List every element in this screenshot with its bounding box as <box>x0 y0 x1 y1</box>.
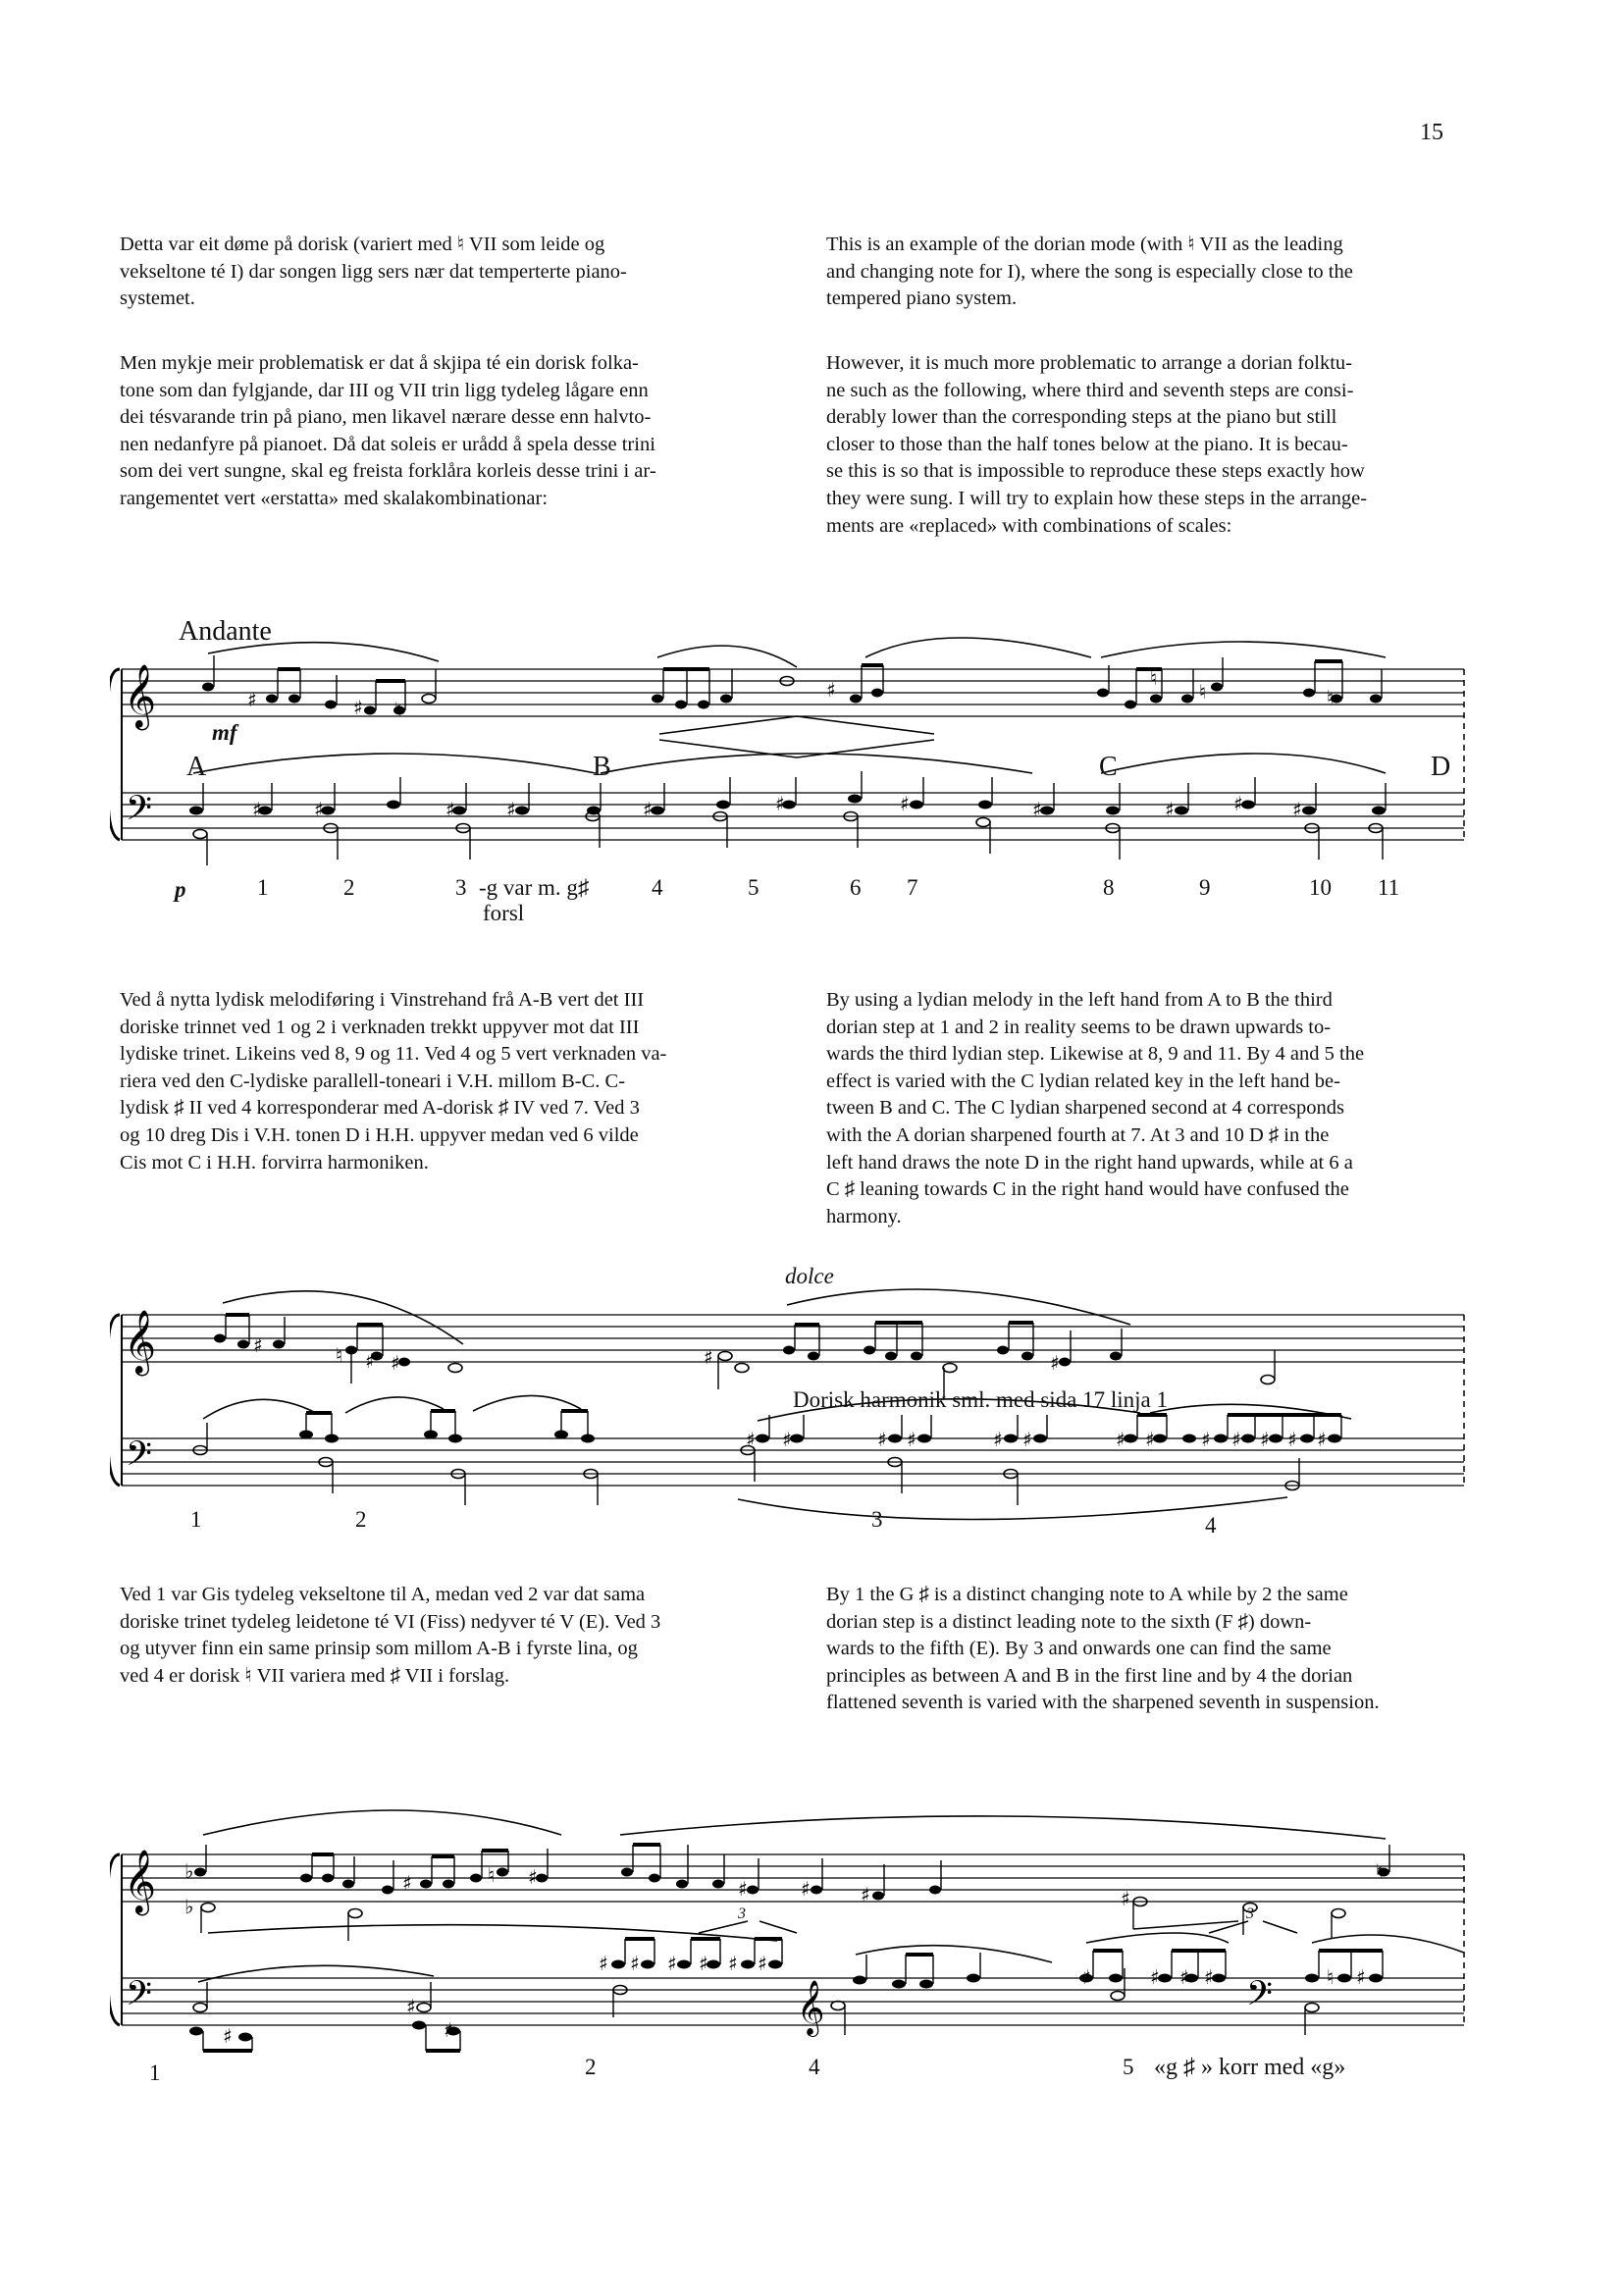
svg-text:♯: ♯ <box>801 1877 811 1901</box>
step-number: 4 <box>1205 1513 1217 1538</box>
step-number: 4 <box>652 875 663 900</box>
paragraph-norwegian-3: Ved å nytta lydisk melodiføring i Vinstrehand frå A-B vert det III doriske trinnet ved 1 og 2 i verknaden trekkt uppyver mot dat III lydiske trinet. Likeins ved 8, 9 og 11. Ved 4 og 5 vert verknaden va- riera ved den C-lydiske parallell-toneari i V.H. millom B-C. C- lydisk ♯ II ved 4 korresponderar med A-dorisk ♯ IV ved 7. Ved 3 og 10 dreg Dis i V.H. tonen D i H.H. uppyver medan ved 6 vilde Cis mot C i H.H. forvirra harmoniken. <box>120 989 667 1174</box>
music-system-1 <box>110 618 1474 932</box>
svg-text:♯: ♯ <box>826 678 836 702</box>
svg-text:♭: ♭ <box>184 1859 194 1883</box>
tuplet-3: 3 <box>738 1905 746 1922</box>
svg-text:♯: ♯ <box>247 688 257 711</box>
svg-text:𝄞: 𝄞 <box>124 664 157 728</box>
section-label-d: D <box>1431 752 1451 782</box>
step-number: 2 <box>343 875 355 900</box>
svg-text:♮: ♮ <box>336 1343 343 1367</box>
svg-text:♯: ♯ <box>738 1877 748 1901</box>
paragraph-english-2: However, it is much more problematic to arrange a dorian folktu- ne such as the following, where third and seventh steps are consi- derably lower than the corresponding steps at the piano but still closer to those than the half tones below at the piano. It is becau- se this is so that is impossible to reproduce these steps exactly how they were sung. I will try to explain how these steps in the arrange- ments are «replaced» with combinations of scales: <box>826 352 1368 537</box>
step-number: 2 <box>355 1507 367 1532</box>
paragraph-norwegian-1: Detta var eit døme på dorisk (variert med ♮ VII som leide og vekseltone té I) dar songen ligg sers nær dat temperterte piano- systemet. <box>120 234 627 310</box>
svg-text:♯: ♯ <box>877 1428 887 1451</box>
svg-text:♯: ♯ <box>252 798 262 821</box>
svg-text:♯: ♯ <box>900 792 910 815</box>
svg-text:♮: ♮ <box>1327 1965 1335 1989</box>
svg-text:♯: ♯ <box>528 1865 538 1889</box>
annotation-grace-note: -g var m. g♯ <box>479 875 590 900</box>
svg-text:♯: ♯ <box>1201 1428 1211 1451</box>
svg-text:♯: ♯ <box>643 798 653 821</box>
svg-text:♯: ♯ <box>223 2024 233 2048</box>
svg-text:♯: ♯ <box>1356 1965 1366 1989</box>
svg-text:♯: ♯ <box>1081 1965 1091 1989</box>
annotation-grace-note-2: forsl <box>483 901 525 925</box>
harmony-caption: Dorisk harmonik sml. med sida 17 linja 1 <box>793 1387 1169 1412</box>
annotation-correction: «g ♯ » korr med «g» <box>1154 2055 1346 2080</box>
svg-text:♯: ♯ <box>365 1349 375 1373</box>
svg-text:♯: ♯ <box>667 1952 677 1975</box>
dynamic-mf: mf <box>212 720 237 745</box>
step-number: 6 <box>850 875 862 900</box>
svg-text:♯: ♯ <box>907 1428 916 1451</box>
step-number: 2 <box>585 2055 597 2079</box>
svg-text:♯: ♯ <box>1121 1887 1130 1910</box>
svg-text:♯: ♯ <box>506 798 516 821</box>
svg-text:♯: ♯ <box>353 696 363 719</box>
section-label-b: B <box>593 752 611 782</box>
svg-text:♯: ♯ <box>1116 1428 1126 1451</box>
svg-text:𝄞: 𝄞 <box>797 1980 825 2035</box>
svg-text:♯: ♯ <box>630 1952 640 1975</box>
svg-text:♯: ♯ <box>1150 1965 1160 1989</box>
svg-text:♯: ♯ <box>1292 798 1302 821</box>
step-number: 9 <box>1199 875 1211 900</box>
step-number: 8 <box>1103 875 1115 900</box>
svg-text:♯: ♯ <box>253 1333 263 1357</box>
svg-text:𝄢: 𝄢 <box>1246 1973 1274 2021</box>
svg-text:𝄢: 𝄢 <box>126 788 153 836</box>
paragraph-english-3: By using a lydian melody in the left hand from A to B the third dorian step at 1 and 2 in reality seems to be drawn upwards to- wards the third lydian step. Likewise at 8, 9 and 11. By 4 and 5 the effect is varied with the C lydian related key in the left hand be- tween B and C. The C lydian sharpened second at 4 corresponds with the A dorian sharpened fourth at 7. At 3 and 10 D ♯ in the left hand draws the note D in the right hand upwards, while at 6 a C ♯ leaning towards C in the right hand would have confused the harmony. <box>826 989 1365 1227</box>
svg-text:♯: ♯ <box>406 1995 416 2018</box>
page-number: 15 <box>1420 120 1443 145</box>
svg-text:♯: ♯ <box>444 2018 453 2042</box>
svg-text:♯: ♯ <box>1145 1428 1155 1451</box>
svg-text:♯: ♯ <box>402 1871 412 1895</box>
svg-text:♯: ♯ <box>699 1952 708 1975</box>
paragraph-norwegian-2: Men mykje meir problematisk er dat å skjipa té ein dorisk folka- tone som dan fylgjande, dar III og VII trin ligg tydeleg lågare enn dei tésvarande trin på piano, men likavel nærare desse enn halvto- nen nedanfyre på pianoet. Då dat soleis er urådd å spela desse trini som dei vert sungne, skal eg freista forklåra korleis desse trini i ar- rangementet vert «erstatta» med skalakombinationar: <box>120 352 656 509</box>
step-number: 4 <box>809 2055 820 2079</box>
svg-text:♯: ♯ <box>391 1351 400 1375</box>
paragraph-english-4: By 1 the G ♯ is a distinct changing note to A while by 2 the same dorian step is a distinct leading note to the sixth (F ♯) down- wards to the fifth (E). By 3 and onwards one can find the same principles as between A and B in the first line and by 4 the dorian flattened seventh is varied with the sharpened seventh in suspension. <box>826 1584 1380 1714</box>
svg-text:𝄞: 𝄞 <box>124 1310 157 1374</box>
tuplet-3: 3 <box>1246 1905 1254 1922</box>
expression-dolce: dolce <box>785 1264 834 1288</box>
step-number: 1 <box>149 2061 161 2085</box>
svg-text:♮: ♮ <box>488 1863 496 1887</box>
paragraph-english-1: This is an example of the dorian mode (with ♮ VII as the leading and changing note for I), where the song is especially close to the tempered piano system. <box>826 234 1353 310</box>
svg-text:♯: ♯ <box>445 798 455 821</box>
section-label-a: A <box>186 752 207 782</box>
svg-text:♯: ♯ <box>728 1952 738 1975</box>
svg-text:♮: ♮ <box>394 698 402 721</box>
svg-text:♯: ♯ <box>1260 1428 1270 1451</box>
music-system-3 <box>110 1796 1474 2100</box>
svg-text:♭: ♭ <box>184 1895 194 1918</box>
svg-text:𝄞: 𝄞 <box>124 1850 157 1913</box>
dynamic-p: p <box>175 877 186 902</box>
svg-text:♯: ♯ <box>758 1952 767 1975</box>
svg-text:♯: ♯ <box>1204 1965 1214 1989</box>
svg-text:♯: ♯ <box>861 1883 870 1906</box>
svg-text:♯: ♯ <box>782 1428 792 1451</box>
svg-text:♮: ♮ <box>1327 686 1335 709</box>
svg-text:𝄢: 𝄢 <box>126 1973 153 2021</box>
step-number: 5 <box>1123 2055 1134 2079</box>
svg-text:♮: ♮ <box>1199 680 1207 704</box>
svg-text:♯: ♯ <box>314 798 324 821</box>
paragraph-norwegian-4: Ved 1 var Gis tydeleg vekseltone til A, medan ved 2 var dat sama doriske trinet tydeleg leidetone té VI (Fiss) nedyver té V (E). Ved 3 og utyver finn ein same prinsip som millom A-B i fyrste lina, og ved 4 er dorisk ♮ VII variera med ♯ VII i forslag. <box>120 1584 661 1687</box>
step-number: 1 <box>257 875 269 900</box>
step-number: 5 <box>748 875 759 900</box>
svg-text:♯: ♯ <box>1050 1351 1060 1375</box>
svg-text:♮: ♮ <box>1150 666 1158 690</box>
tempo-marking: Andante <box>179 616 272 647</box>
svg-text:♯: ♯ <box>1317 1428 1327 1451</box>
svg-text:♯: ♯ <box>1165 798 1175 821</box>
svg-text:♯: ♯ <box>1287 1428 1297 1451</box>
score-system-1 <box>110 618 1474 932</box>
step-number: 11 <box>1378 875 1400 900</box>
svg-text:♯: ♯ <box>1233 792 1243 815</box>
svg-text:♯: ♯ <box>775 792 785 815</box>
step-number: 3 <box>871 1507 883 1532</box>
svg-text:♯: ♯ <box>599 1952 608 1975</box>
svg-text:♯: ♯ <box>1179 1965 1189 1989</box>
svg-text:♯: ♯ <box>1022 1428 1032 1451</box>
svg-text:♯: ♯ <box>746 1428 756 1451</box>
svg-text:♯: ♯ <box>1231 1428 1241 1451</box>
score-system-2 <box>110 1266 1474 1550</box>
music-system-2 <box>110 1266 1474 1550</box>
svg-text:♯: ♯ <box>704 1345 713 1369</box>
step-number: 1 <box>190 1507 202 1532</box>
svg-text:♮: ♮ <box>1376 1859 1384 1883</box>
section-label-c: C <box>1099 752 1118 782</box>
svg-text:𝄢: 𝄢 <box>126 1434 153 1482</box>
step-number: 3 <box>455 875 467 900</box>
svg-text:♯: ♯ <box>1032 798 1042 821</box>
svg-text:♯: ♯ <box>993 1428 1003 1451</box>
step-number: 10 <box>1309 875 1332 900</box>
step-number: 7 <box>907 875 918 900</box>
